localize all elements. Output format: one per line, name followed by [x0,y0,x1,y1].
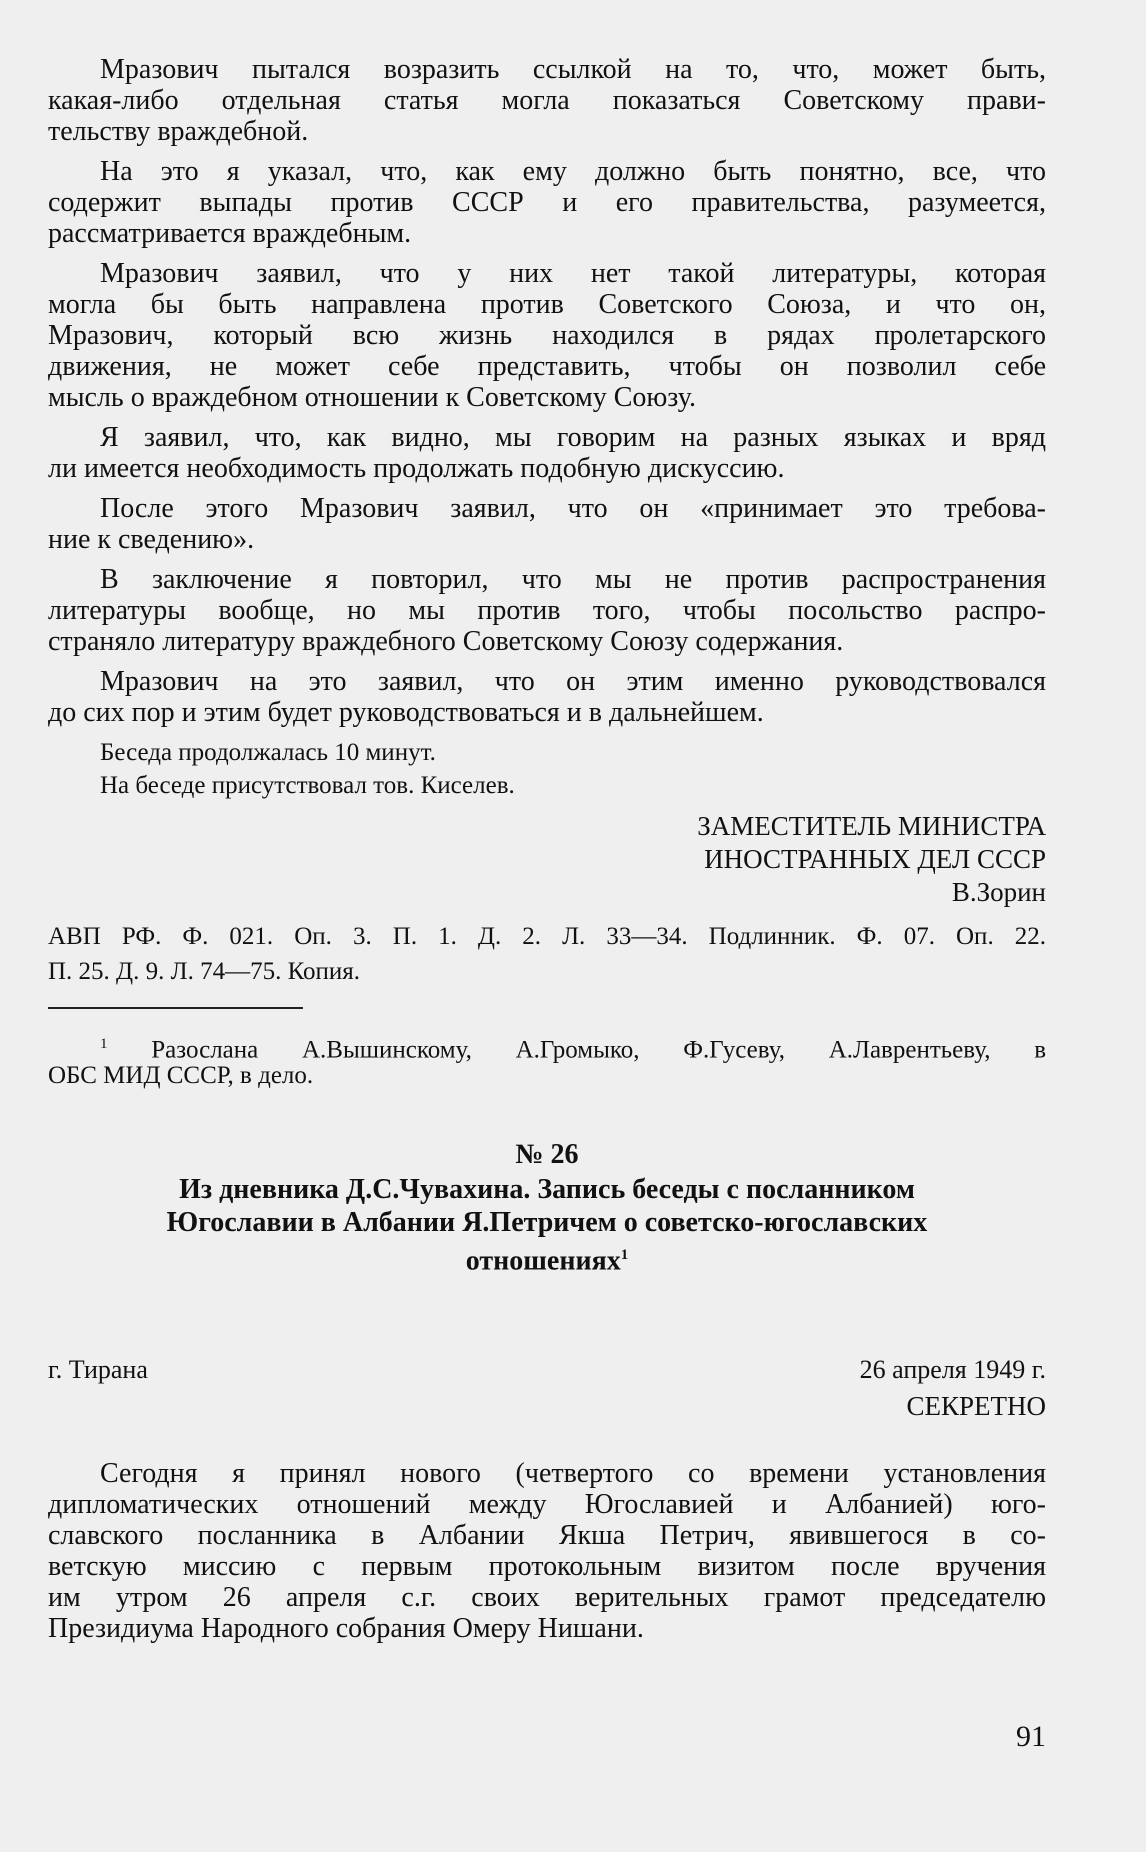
footnote [48,1029,1046,1091]
text-line: литературы вообще, но мы против того, чтобы посольство распро- [48,595,1046,626]
note-line: Беседа продолжалась 10 минут. [100,739,436,766]
paragraph [48,54,1046,147]
document-body [48,1458,1046,1644]
text-line: движения, не может себе представить, чтобы он позволил себе [48,351,1046,382]
source-line: П. 25. Д. 9. Л. 74—75. Копия. [48,958,360,985]
document-page [48,54,1046,1653]
paragraph [48,258,1046,413]
text-line: ли имеется необходимость продолжать подобную дискуссию. [48,453,785,484]
text-line: Я заявил, что, как видно, мы говорим на разных языках и вряд [100,422,1046,453]
document-title [48,1173,1046,1277]
text-line: тельству враждебной. [48,116,309,147]
page-number: 91 [1016,1720,1046,1753]
text-line: могла бы быть направлена против Советского Союза, и что он, [48,289,1046,320]
note-line: На беседе присутствовал тов. Киселев. [100,772,515,799]
text-line: рассматривается враждебным. [48,218,412,249]
document-number: № 26 [515,1139,579,1170]
title-line: Из дневника Д.С.Чувахина. Запись беседы с посланником [179,1174,915,1205]
text-line: Мразович, который всю жизнь находился в рядах пролетарского [48,320,1046,351]
text-line: страняло литературу враждебного Советскому Союзу содержания. [48,626,844,657]
text-line: мысль о враждебном отношении к Советскому Союзу. [48,382,696,413]
text-line: Мразович заявил, что у них нет такой литературы, которая [100,258,1046,289]
text-line: Сегодня я принял нового (четвертого со времени установления [100,1458,1046,1490]
date: 26 апреля 1949 г. [859,1355,1046,1385]
text-line: ние к сведению». [48,524,255,555]
text-line: На это я указал, что, как ему должно быть понятно, все, что [100,156,1046,187]
footnote-line: ОБС МИД СССР, в дело. [48,1062,314,1089]
paragraph [48,493,1046,555]
paragraph [48,564,1046,657]
text-line: им утром 26 апреля с.г. своих верительных грамот председателю [48,1582,1046,1614]
text-line: В заключение я повторил, что мы не против распространения [100,564,1046,595]
text-line: После этого Мразович заявил, что он «принимает это требова- [100,493,1046,524]
text-line: до сих пор и этим будет руководствоваться и в дальнейшем. [48,697,764,728]
text-line: Президиума Народного собрания Омеру Нишани. [48,1613,644,1645]
signature-title: ЗАМЕСТИТЕЛЬ МИНИСТРА [697,811,1046,841]
place-date-row [48,1355,1046,1385]
paragraph [48,422,1046,484]
text-line: Мразович на это заявил, что он этим именно руководствовался [100,666,1046,697]
classification: СЕКРЕТНО [906,1391,1046,1422]
paragraph [48,666,1046,728]
place: г. Тирана [48,1355,148,1385]
footnote-mark: 1 [100,1036,108,1052]
footnote-divider [48,1007,303,1009]
signature-title: ИНОСТРАННЫХ ДЕЛ СССР [704,844,1046,874]
source-line: АВП РФ. Ф. 021. Оп. 3. П. 1. Д. 2. Л. 33—34. Подлинник. Ф. 07. Оп. 22. [48,923,1046,950]
text-line: ветскую миссию с первым протокольным визитом после вручения [48,1551,1046,1583]
signature-name: В.Зорин [951,877,1046,907]
text-line: Мразович пытался возразить ссылкой на то, что, может быть, [100,54,1046,85]
closing-notes [48,737,1046,801]
footnote-mark: 1 [620,1247,629,1263]
signature-block [48,810,1046,909]
text-line: славского посланника в Албании Якша Петрич, явившегося в со- [48,1520,1046,1552]
title-line: отношениях [465,1245,621,1277]
text-line: дипломатических отношений между Югославией и Албанией) юго- [48,1489,1046,1521]
title-line: Югославии в Албании Я.Петричем о советско-югославских [166,1207,928,1238]
previous-document-text [48,54,1046,728]
paragraph [48,156,1046,249]
archive-source [48,919,1046,989]
text-line: содержит выпады против СССР и его правительства, разумеется, [48,187,1046,218]
footnote-line: Разослана А.Вышинскому, А.Громыко, Ф.Гусеву, А.Лаврентьеву, в [151,1036,1046,1064]
text-line: какая-либо отдельная статья могла показаться Советскому прави- [48,85,1046,116]
